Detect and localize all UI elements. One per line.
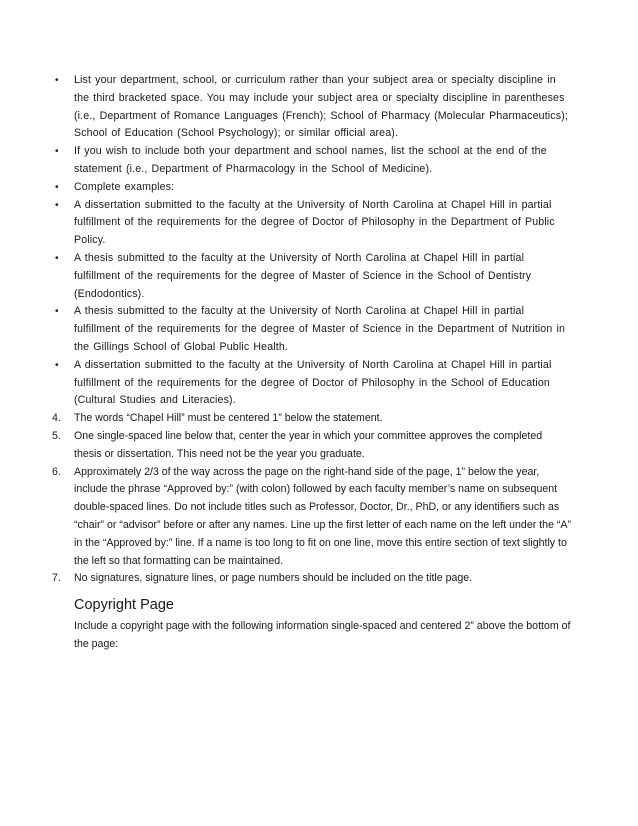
- bullet-icon: •: [55, 306, 59, 318]
- numbered-item: [52, 464, 572, 571]
- bullet-item: [52, 250, 572, 303]
- bullet-text: List your department, school, or curriculum rather than your subject area or specialty discipline in the third bracketed space. You may include your subject area or specialty discipline in parentheses (i.e., Department of Romance Languages (French); School of Pharmacy (Molecular Pharmaceutics); School of Education (School Psychology); or similar official area).: [74, 74, 568, 140]
- bullet-item: [52, 357, 572, 410]
- bullet-icon: •: [55, 252, 59, 264]
- item-text: The words “Chapel Hill” must be centered 1” below the statement.: [74, 412, 383, 425]
- bullet-icon: •: [55, 199, 59, 211]
- page-content: [52, 72, 572, 654]
- bullet-icon: •: [55, 75, 59, 86]
- bullet-list: [52, 72, 572, 410]
- copyright-section: [52, 595, 572, 654]
- bullet-text: A thesis submitted to the faculty at the University of North Carolina at Chapel Hill in partial fulfillment of the requirements for the degree of Master of Science in the School of Dentistry (Endodontics).: [74, 251, 532, 300]
- item-text: Approximately 2/3 of the way across the page on the right-hand side of the page, 1” below the year, include the phrase “Approved by:” (with colon) followed by each faculty member’s name on subsequent double-spaced lines. Do not include titles such as Professor, Doctor, Dr., PhD, or any identifiers such as “chair” or “advisor” before or after any names. Line up the first letter of each name on the left under the “A” in the “Approved by:” line. If a name is too long to fit on one line, move this entire section of text slightly to the left so that formatting can be maintained.: [74, 465, 571, 567]
- bullet-text: A dissertation submitted to the faculty at the University of North Carolina at Chapel Hill in partial fulfillment of the requirements for the degree of Doctor of Philosophy in the School of Education (Cultural Studies and Literacies).: [74, 358, 552, 407]
- item-number: 7.: [52, 572, 61, 585]
- item-number: 6.: [52, 465, 61, 478]
- bullet-icon: •: [55, 359, 59, 371]
- bullet-text: A dissertation submitted to the faculty at the University of North Carolina at Chapel Hill in partial fulfillment of the requirements for the degree of Doctor of Philosophy in the Department of Public Policy.: [74, 198, 555, 247]
- item-text: One single-spaced line below that, center the year in which your committee approves the completed thesis or dissertation. This need not be the year you graduate.: [74, 429, 543, 460]
- numbered-item: [52, 570, 572, 588]
- bullet-item: [52, 143, 572, 179]
- numbered-list: [52, 410, 572, 588]
- bullet-text: Complete examples:: [74, 180, 175, 193]
- item-number: 4.: [52, 412, 61, 425]
- bullet-item: [52, 179, 572, 197]
- bullet-text: A thesis submitted to the faculty at the University of North Carolina at Chapel Hill in partial fulfillment of the requirements for the degree of Master of Science in the Department of Nutrition in the Gillings School of Global Public Health.: [74, 305, 566, 353]
- item-number: 5.: [52, 429, 61, 442]
- bullet-icon: •: [55, 181, 59, 193]
- bullet-item: [52, 72, 572, 143]
- section-heading: Copyright Page: [74, 597, 174, 614]
- section-paragraph: Include a copyright page with the following information single-spaced and centered 2” above the bottom of the page:: [74, 620, 571, 650]
- item-text: No signatures, signature lines, or page numbers should be included on the title page.: [74, 572, 473, 585]
- bullet-item: [52, 303, 572, 356]
- numbered-item: [52, 410, 572, 428]
- bullet-icon: •: [55, 146, 59, 158]
- bullet-item: [52, 197, 572, 250]
- bullet-text: If you wish to include both your department and school names, list the school at the end of the statement (i.e., Department of Pharmacology in the School of Medicine).: [74, 145, 547, 175]
- numbered-item: [52, 428, 572, 464]
